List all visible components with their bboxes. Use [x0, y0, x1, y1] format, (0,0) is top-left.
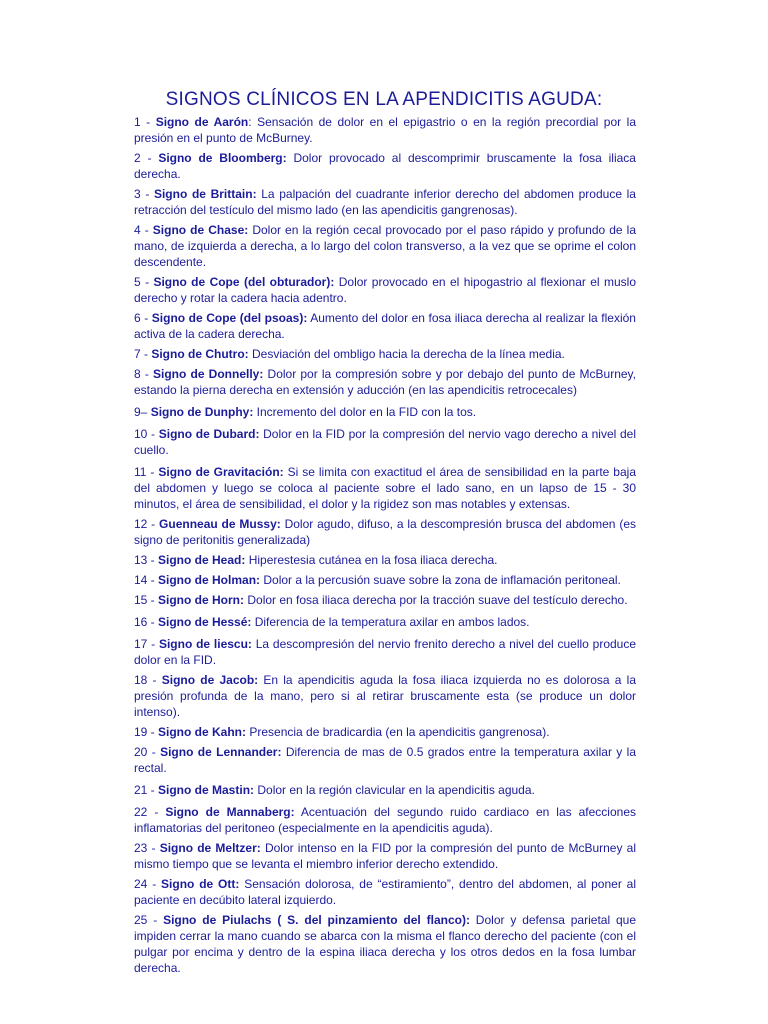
sign-number: 7 - [134, 347, 152, 361]
sign-name: Signo de Dubard: [158, 427, 260, 441]
sign-description: Aumento del dolor en fosa iliaca derecha al realizar la flexión activa de la cadera derecha. [134, 311, 636, 341]
sign-item [134, 552, 636, 568]
signs-list [134, 114, 636, 980]
sign-description: Dolor a la percusión suave sobre la zona de inflamación peritoneal. [260, 573, 621, 587]
sign-number: 3 - [134, 187, 154, 201]
sign-item [134, 636, 636, 668]
sign-description: Dolor agudo, difuso, a la descompresión brusca del abdomen (es signo de peritonitis generalizada) [134, 517, 636, 547]
sign-number: 12 - [134, 517, 160, 531]
sign-item [134, 346, 636, 362]
sign-name: Signo de Holman: [158, 573, 261, 587]
sign-description: Dolor en la región cecal provocado por el paso rápido y profundo de la mano, de izquierda a derecha, a lo largo del colon transverso, a la vez que se oprime el colon descendente. [134, 223, 636, 269]
sign-description: Incremento del dolor en la FID con la tos. [253, 405, 477, 419]
sign-item [134, 782, 636, 798]
sign-item [134, 310, 636, 342]
sign-name: Signo de Ott: [161, 877, 240, 891]
sign-name: Signo de Cope (del psoas): [151, 311, 308, 325]
sign-item [134, 186, 636, 218]
sign-item [134, 876, 636, 908]
sign-number: 23 - [134, 841, 160, 855]
sign-item [134, 274, 636, 306]
sign-number: 2 - [134, 151, 159, 165]
sign-item [134, 724, 636, 740]
sign-description: Dolor en la región clavicular en la apendicitis aguda. [254, 783, 535, 797]
sign-item [134, 150, 636, 182]
sign-name: Signo de Gravitación: [158, 465, 284, 479]
sign-name: Signo de Lennander: [160, 745, 282, 759]
sign-item [134, 222, 636, 270]
sign-name: Signo de Donnelly: [153, 367, 264, 381]
sign-number: 20 - [134, 745, 161, 759]
sign-name: Signo de Brittain: [153, 187, 257, 201]
sign-number: 21 - [134, 783, 159, 797]
sign-description: Hiperestesia cutánea en la fosa iliaca derecha. [245, 553, 498, 567]
sign-description: Dolor en fosa iliaca derecha por la tracción suave del testículo derecho. [244, 593, 628, 607]
sign-name: Signo de Head: [158, 553, 246, 567]
sign-item [134, 464, 636, 512]
sign-number: 8 - [134, 367, 154, 381]
sign-number: 24 - [134, 877, 162, 891]
sign-item [134, 744, 636, 776]
sign-item [134, 516, 636, 548]
sign-name: Signo de Dunphy: [150, 405, 254, 419]
sign-description: Dolor en la FID por la compresión del nervio vago derecho a nivel del cuello. [134, 427, 637, 457]
sign-name: Signo de Hessé: [158, 615, 252, 629]
sign-description: Dolor intenso en la FID por la compresión del punto de McBurney al mismo tiempo que se levanta el miembro inferior derecho extendido. [134, 841, 636, 871]
sign-name: Signo de Jacob: [161, 673, 259, 687]
sign-number: 4 - [134, 223, 153, 237]
sign-number: 22 - [134, 805, 166, 819]
sign-item [134, 840, 636, 872]
page-title: SIGNOS CLÍNICOS EN LA APENDICITIS AGUDA: [165, 89, 603, 110]
sign-item [134, 804, 636, 836]
sign-item [134, 614, 636, 630]
sign-description: Desviación del ombligo hacia la derecha de la línea media. [248, 347, 565, 361]
sign-name: Signo de Chase: [152, 223, 249, 237]
sign-number: 9– [134, 405, 151, 419]
sign-number: 18 - [134, 673, 162, 687]
sign-name: Signo de Kahn: [158, 725, 247, 739]
sign-name: Signo de liescu: [158, 637, 252, 651]
sign-description: : Sensación de dolor en el epigastrio o en la región precordial por la presión en el punto de McBurney. [134, 115, 636, 145]
sign-description: Dolor provocado en el hipogastrio al flexionar el muslo derecho y rotar la cadera hacia adentro. [134, 275, 637, 305]
sign-number: 16 - [134, 615, 159, 629]
sign-item [134, 672, 636, 720]
sign-name: Signo de Mannaberg: [165, 805, 295, 819]
sign-number: 6 - [134, 311, 152, 325]
sign-item [134, 404, 636, 420]
sign-name: Signo de Chutro: [151, 347, 249, 361]
sign-number: 19 - [134, 725, 159, 739]
sign-item [134, 426, 636, 458]
sign-number: 5 - [134, 275, 154, 289]
sign-description: Si se limita con exactitud el área de sensibilidad en la parte baja del abdomen y luego se coloca al paciente sobre el lado sano, en un lapso de 15 - 30 minutos, el área de sensibilidad, el dolor y la rigidez son mas notables y extensas. [134, 465, 636, 511]
sign-number: 15 - [134, 593, 159, 607]
sign-item [134, 366, 636, 398]
sign-item [134, 572, 636, 588]
sign-description: Diferencia de mas de 0.5 grados entre la temperatura axilar y la rectal. [134, 745, 636, 775]
sign-name: Guenneau de Mussy: [159, 517, 281, 531]
sign-description: La palpación del cuadrante inferior derecho del abdomen produce la retracción del testículo del mismo lado (en las apendicitis gangrenosas). [134, 187, 636, 217]
sign-name: Signo de Mastin: [158, 783, 255, 797]
sign-description: Diferencia de la temperatura axilar en ambos lados. [251, 615, 530, 629]
sign-description: La descompresión del nervio frenito derecho a nivel del cuello produce dolor en la FID. [134, 637, 637, 667]
sign-number: 10 - [134, 427, 159, 441]
sign-description: Acentuación del segundo ruido cardiaco en las afecciones inflamatorias del peritoneo (especialmente en la apendicitis aguda). [134, 805, 636, 835]
sign-description: Sensación dolorosa, de “estiramiento”, dentro del abdomen, al poner al paciente en decúbito lateral izquierdo. [134, 877, 637, 907]
sign-name: Signo de Piulachs ( S. del pinzamiento del flanco): [163, 913, 470, 927]
sign-number: 14 - [134, 573, 159, 587]
sign-number: 17 - [134, 637, 159, 651]
sign-name: Signo de Horn: [158, 593, 245, 607]
sign-number: 13 - [134, 553, 159, 567]
sign-number: 25 - [134, 913, 164, 927]
sign-name: Signo de Meltzer: [159, 841, 261, 855]
sign-name: Signo de Bloomberg: [158, 151, 287, 165]
sign-item [134, 592, 636, 608]
sign-name: Signo de Cope (del obturador): [153, 275, 335, 289]
sign-description: Dolor por la compresión sobre y por debajo del punto de McBurney, estando la pierna derecha en extensión y aducción (en las apendicitis retrocecales) [134, 367, 636, 397]
sign-description: En la apendicitis aguda la fosa iliaca izquierda no es dolorosa a la presión profunda de la mano, pero si al retirar bruscamente esta (se produce un dolor intenso). [134, 673, 636, 719]
sign-name: Signo de Aarón [155, 115, 249, 129]
sign-description: Dolor y defensa parietal que impiden cerrar la mano cuando se abarca con la misma el flanco derecho del paciente (con el pulgar por encima y dentro de la espina iliaca derecha y los otros dedos en la fosa lumbar derecha. [134, 913, 636, 975]
sign-number: 1 - [134, 115, 156, 129]
sign-description: Presencia de bradicardia (en la apendicitis gangrenosa). [246, 725, 550, 739]
sign-item [134, 114, 636, 146]
sign-item [134, 912, 636, 976]
sign-number: 11 - [134, 465, 159, 479]
sign-description: Dolor provocado al descomprimir bruscamente la fosa iliaca derecha. [134, 151, 636, 181]
